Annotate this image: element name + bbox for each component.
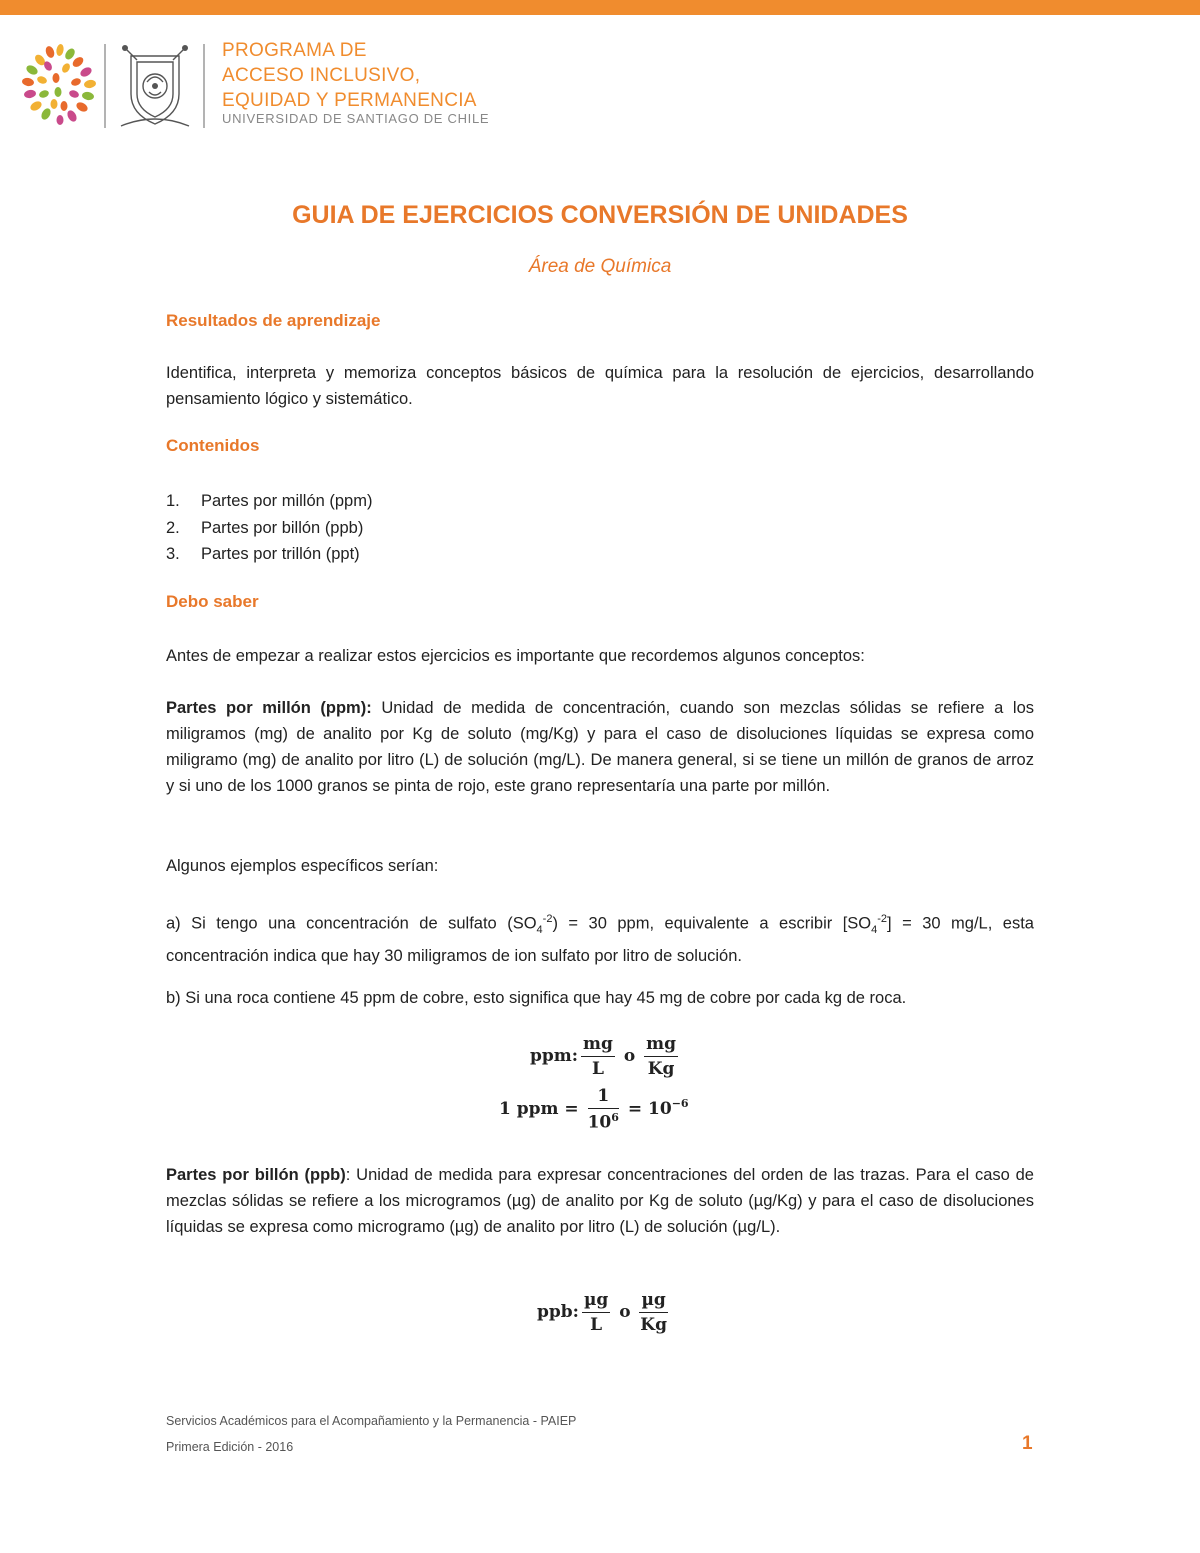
numerator: µg bbox=[582, 1290, 610, 1313]
formula-ppb bbox=[537, 1290, 671, 1335]
paiep-tree-logo bbox=[20, 44, 98, 126]
contenidos-list bbox=[166, 488, 372, 568]
denominator: Kg bbox=[640, 1315, 667, 1335]
ppm-text: Unidad de medida de concentración, cuando son mezclas sólidas se refiere a los miligramos (mg) de analito por Kg de soluto (mg/Kg) y para el caso de disoluciones líquidas se expresa como miligramo (mg) de analito por litro (L) de solución (mg/L). De manera general, si se tiene un millón de granos de arroz y si uno de los 1000 granos se pinta de rojo, este grano representaría una parte por millón. bbox=[166, 699, 1034, 795]
formula-equals: = bbox=[627, 1098, 643, 1119]
ppm-term: Partes por millón (ppm): bbox=[166, 699, 372, 717]
list-item bbox=[166, 541, 372, 568]
list-text: Partes por billón (ppb) bbox=[201, 518, 364, 537]
heading-resultados: Resultados de aprendizaje bbox=[166, 311, 381, 330]
power-base: 10 bbox=[648, 1098, 672, 1119]
debo-saber-intro: Antes de empezar a realizar estos ejercicios es importante que recordemos algunos conceptos: bbox=[166, 647, 865, 665]
ppm-definition bbox=[166, 695, 1034, 799]
heading-contenidos: Contenidos bbox=[166, 436, 260, 455]
example-a-part: a) Si tengo una concentración de sulfato (SO bbox=[166, 914, 537, 933]
example-a-part: ] = 30 mg/L, esta concentración indica que hay 30 miligramos de ion sulfato por litro de solución. bbox=[166, 914, 1034, 965]
denominator: Kg bbox=[647, 1059, 675, 1079]
document-subtitle: Área de Química bbox=[528, 256, 672, 277]
footer-line: Servicios Académicos para el Acompañamiento y la Permanencia - PAIEP bbox=[166, 1414, 577, 1428]
superscript: -2 bbox=[877, 913, 888, 925]
program-line: ACCESO INCLUSIVO, bbox=[222, 65, 421, 86]
subscript: 4 bbox=[871, 923, 878, 936]
document-title: GUIA DE EJERCICIOS CONVERSIÓN DE UNIDADES bbox=[292, 201, 908, 229]
ppb-text: : Unidad de medida para expresar concentraciones del orden de las trazas. Para el caso de mezclas sólidas se refiere a los microgramos (µg) de analito por Kg de soluto (µg/Kg) y para el caso de disoluciones líquidas se expresa como microgramo (µg) de analito por litro (L) de solución (µg/L). bbox=[166, 1166, 1034, 1236]
list-item bbox=[166, 488, 372, 515]
list-text: Partes por trillón (ppt) bbox=[201, 545, 360, 563]
program-line: PROGRAMA DE bbox=[222, 40, 367, 61]
power-exponent: 6 bbox=[611, 1111, 619, 1124]
fraction bbox=[588, 1086, 619, 1133]
subscript: 4 bbox=[536, 923, 543, 936]
example-a bbox=[166, 906, 1034, 969]
power-base: 10 bbox=[587, 1112, 612, 1133]
example-b: b) Si una roca contiene 45 ppm de cobre, esto significa que hay 45 mg de cobre por cada kg de roca. bbox=[166, 989, 907, 1007]
formula-ppm-definition bbox=[499, 1086, 689, 1133]
denominator: L bbox=[592, 1059, 604, 1079]
fraction bbox=[581, 1034, 615, 1079]
power-exponent: −6 bbox=[671, 1097, 689, 1111]
list-number: 2. bbox=[166, 518, 180, 537]
page-number: 1 bbox=[1022, 1433, 1033, 1454]
list-item bbox=[166, 515, 372, 542]
fraction bbox=[639, 1290, 667, 1335]
list-text: Partes por millón (ppm) bbox=[201, 492, 373, 510]
formula-label: ppb: bbox=[537, 1302, 579, 1322]
superscript: -2 bbox=[542, 913, 553, 925]
list-number: 1. bbox=[166, 492, 180, 510]
denominator: L bbox=[590, 1315, 603, 1335]
heading-debo-saber: Debo saber bbox=[166, 592, 259, 611]
footer-edition: Primera Edición - 2016 bbox=[166, 1440, 294, 1454]
example-a-part: ) = 30 ppm, equivalente a escribir [SO bbox=[552, 914, 872, 933]
examples-intro: Algunos ejemplos específicos serían: bbox=[166, 857, 439, 875]
top-accent-bar bbox=[0, 0, 1200, 15]
formula-or: o bbox=[623, 1046, 636, 1066]
numerator: mg bbox=[644, 1034, 678, 1057]
university-crest-logo bbox=[119, 42, 191, 130]
denominator bbox=[588, 1109, 619, 1133]
list-number: 3. bbox=[166, 545, 180, 563]
ppb-term: Partes por billón (ppb) bbox=[166, 1166, 346, 1184]
fraction bbox=[582, 1290, 610, 1335]
ppb-definition bbox=[166, 1162, 1034, 1240]
header-divider bbox=[104, 44, 106, 128]
header-divider bbox=[203, 44, 205, 128]
formula-lhs: 1 ppm = bbox=[499, 1098, 579, 1119]
fraction bbox=[644, 1034, 678, 1079]
program-name bbox=[222, 38, 477, 113]
formula-label: ppm: bbox=[530, 1046, 579, 1066]
university-name: UNIVERSIDAD DE SANTIAGO DE CHILE bbox=[222, 111, 490, 126]
formula-or: o bbox=[619, 1302, 631, 1322]
numerator: 1 bbox=[588, 1086, 619, 1109]
formula-ppm bbox=[530, 1034, 681, 1079]
resultados-text: Identifica, interpreta y memoriza conceptos básicos de química para la resolución de ejercicios, desarrollando pensamiento lógico y sistemático. bbox=[166, 364, 1034, 408]
program-line: EQUIDAD Y PERMANENCIA bbox=[222, 90, 477, 111]
numerator: mg bbox=[581, 1034, 615, 1057]
numerator: µg bbox=[639, 1290, 667, 1313]
